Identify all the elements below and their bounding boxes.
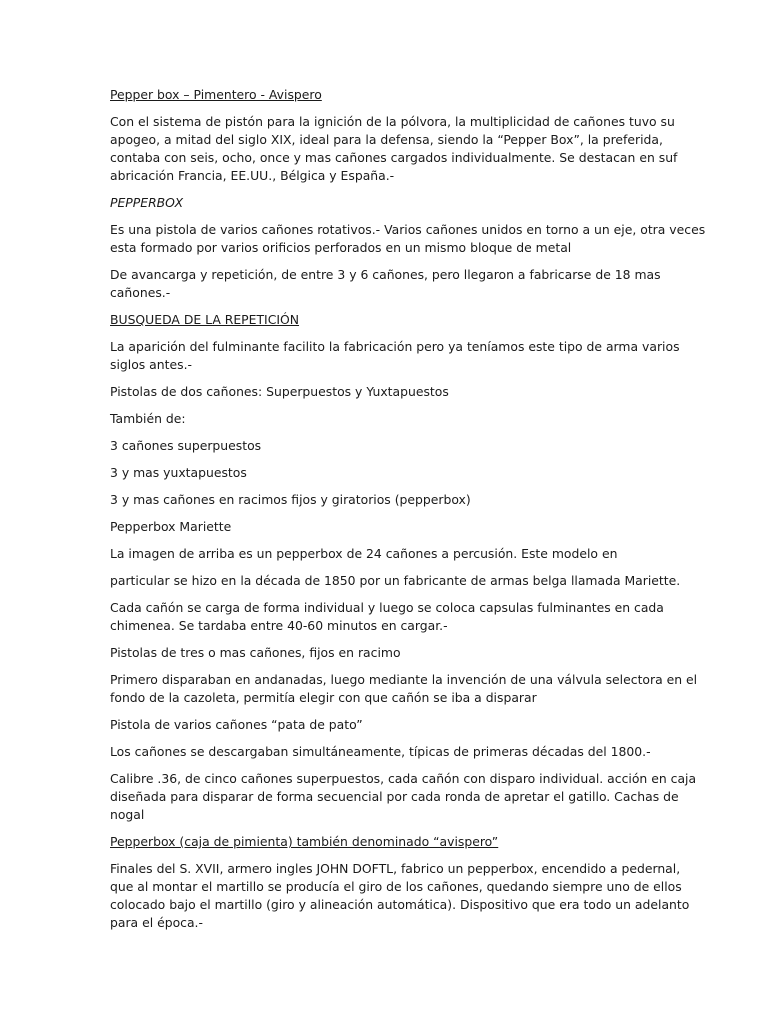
text-line: que al montar el martillo se producía el giro de los cañones, quedando siempre uno de ellos <box>110 879 682 894</box>
text-line: Pepper box – Pimentero - Avispero <box>110 87 322 102</box>
text-line: nogal <box>110 807 145 822</box>
paragraph <box>110 545 662 563</box>
text-line: Pepperbox (caja de pimienta) también denominado “avispero” <box>110 834 499 849</box>
paragraph <box>110 338 680 374</box>
heading <box>110 86 662 104</box>
paragraph <box>110 770 697 824</box>
text-line: BUSQUEDA DE LA REPETICIÓN <box>110 312 300 327</box>
paragraph <box>110 464 662 482</box>
text-line: particular se hizo en la década de 1850 por un fabricante de armas belga llamada Mariette. <box>110 573 681 588</box>
document-page <box>110 86 706 941</box>
text-line: Los cañones se descargaban simultáneamente, típicas de primeras décadas del 1800.- <box>110 744 651 759</box>
text-line: contaba con seis, ocho, once y mas cañones cargados individualmente. Se destacan en suf <box>110 150 678 165</box>
heading <box>110 311 662 329</box>
paragraph <box>110 266 662 302</box>
paragraph <box>110 671 698 707</box>
text-line: Cada cañón se carga de forma individual y luego se coloca capsulas fulminantes en cada <box>110 600 664 615</box>
text-line: Pistola de varios cañones “pata de pato” <box>110 717 363 732</box>
text-line: abricación Francia, EE.UU., Bélgica y España.- <box>110 168 395 183</box>
text-line: siglos antes.- <box>110 357 192 372</box>
text-line: apogeo, a mitad del siglo XIX, ideal para la defensa, siendo la “Pepper Box”, la preferida, <box>110 132 663 147</box>
paragraph <box>110 221 706 257</box>
text-line: para el época.- <box>110 915 203 930</box>
text-line: esta formado por varios orificios perforados en un mismo bloque de metal <box>110 240 572 255</box>
paragraph <box>110 410 662 428</box>
text-line: PEPPERBOX <box>110 195 184 210</box>
text-line: También de: <box>110 411 186 426</box>
text-line: Pistolas de dos cañones: Superpuestos y Yuxtapuestos <box>110 384 449 399</box>
paragraph <box>110 437 662 455</box>
text-line: Finales del S. XVII, armero ingles JOHN DOFTL, fabrico un pepperbox, encendido a pedernal, <box>110 861 681 876</box>
paragraph <box>110 743 662 761</box>
paragraph <box>110 644 662 662</box>
text-line: 3 cañones superpuestos <box>110 438 262 453</box>
heading <box>110 833 662 851</box>
text-line: 3 y mas yuxtapuestos <box>110 465 247 480</box>
text-line: Primero disparaban en andanadas, luego mediante la invención de una válvula selectora en el <box>110 672 698 687</box>
text-line: De avancarga y repetición, de entre 3 y 6 cañones, pero llegaron a fabricarse de 18 mas <box>110 267 661 282</box>
paragraph <box>110 716 662 734</box>
text-line: colocado bajo el martillo (giro y alineación automática). Dispositivo que era todo un adelanto <box>110 897 690 912</box>
text-line: cañones.- <box>110 285 171 300</box>
paragraph <box>110 518 662 536</box>
text-line: La imagen de arriba es un pepperbox de 24 cañones a percusión. Este modelo en <box>110 546 618 561</box>
heading <box>110 194 662 212</box>
text-line: La aparición del fulminante facilito la fabricación pero ya teníamos este tipo de arma varios <box>110 339 680 354</box>
text-line: Pistolas de tres o mas cañones, fijos en racimo <box>110 645 401 660</box>
text-line: Pepperbox Mariette <box>110 519 232 534</box>
text-line: fondo de la cazoleta, permitía elegir con que cañón se iba a disparar <box>110 690 537 705</box>
paragraph <box>110 572 681 590</box>
paragraph <box>110 113 678 185</box>
paragraph <box>110 491 662 509</box>
text-line: Calibre .36, de cinco cañones superpuestos, cada cañón con disparo individual. acción en caja <box>110 771 697 786</box>
text-line: Con el sistema de pistón para la ignición de la pólvora, la multiplicidad de cañones tuvo su <box>110 114 675 129</box>
text-line: Es una pistola de varios cañones rotativos.- Varios cañones unidos en torno a un eje, otra veces <box>110 222 706 237</box>
paragraph <box>110 860 690 932</box>
paragraph <box>110 383 662 401</box>
paragraph <box>110 599 662 635</box>
text-line: diseñada para disparar de forma secuencial por cada ronda de apretar el gatillo. Cachas de <box>110 789 679 804</box>
text-line: 3 y mas cañones en racimos fijos y giratorios (pepperbox) <box>110 492 471 507</box>
text-line: chimenea. Se tardaba entre 40-60 minutos en cargar.- <box>110 618 448 633</box>
